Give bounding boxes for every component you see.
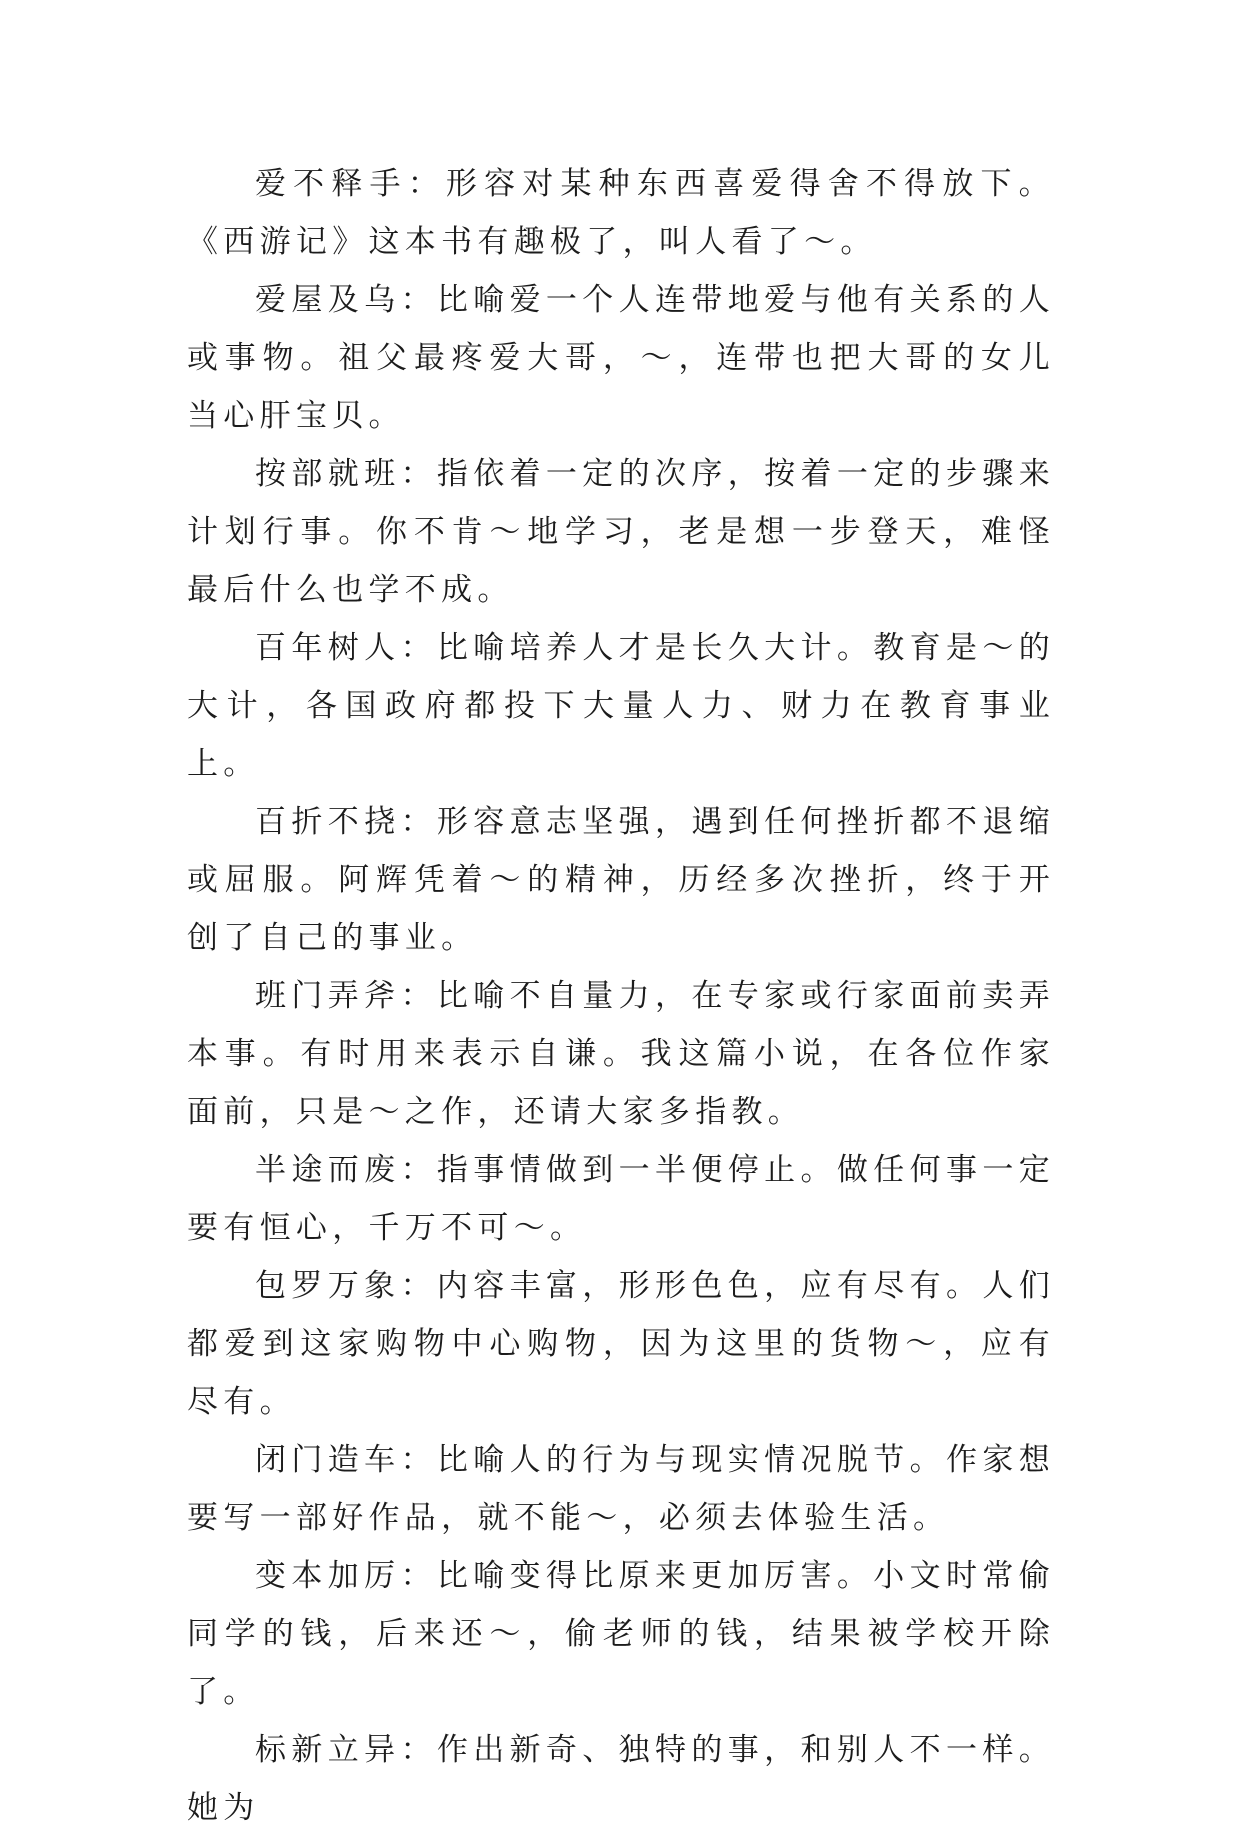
- idiom-entry-bai-zhe-bu-nao: 百折不挠：形容意志坚强，遇到任何挫折都不退缩或屈服。阿辉凭着～的精神，历经多次挫折，终于开创了自己的事业。: [187, 804, 1055, 956]
- idiom-entry-ai-bu-shi-shou: 爱不释手：形容对某种东西喜爱得舍不得放下。《西游记》这本书有趣极了，叫人看了～。: [187, 166, 1055, 260]
- idiom-entry-bian-ben-jia-li: 变本加厉：比喻变得比原来更加厉害。小文时常偷同学的钱，后来还～，偷老师的钱，结果被学校开除了。: [187, 1558, 1055, 1710]
- idiom-entry-ai-wu-ji-wu: 爱屋及乌：比喻爱一个人连带地爱与他有关系的人或事物。祖父最疼爱大哥，～，连带也把大哥的女儿当心肝宝贝。: [187, 282, 1055, 434]
- idiom-entry-biao-xin-li-yi: 标新立异：作出新奇、独特的事，和别人不一样。她为: [187, 1732, 1055, 1826]
- idiom-entry-bai-nian-shu-ren: 百年树人：比喻培养人才是长久大计。教育是～的大计，各国政府都投下大量人力、财力在教育事业上。: [187, 630, 1055, 782]
- idiom-entry-bi-men-zao-che: 闭门造车：比喻人的行为与现实情况脱节。作家想要写一部好作品，就不能～，必须去体验生活。: [187, 1442, 1055, 1536]
- idiom-entry-bao-luo-wan-xiang: 包罗万象：内容丰富，形形色色，应有尽有。人们都爱到这家购物中心购物，因为这里的货物～，应有尽有。: [187, 1268, 1055, 1420]
- idiom-entry-an-bu-jiu-ban: 按部就班：指依着一定的次序，按着一定的步骤来计划行事。你不肯～地学习，老是想一步登天，难怪最后什么也学不成。: [187, 456, 1055, 608]
- document-body: [187, 155, 1055, 1837]
- idiom-entry-ban-tu-er-fei: 半途而废：指事情做到一半便停止。做任何事一定要有恒心，千万不可～。: [187, 1152, 1055, 1246]
- idiom-entry-ban-men-nong-fu: 班门弄斧：比喻不自量力，在专家或行家面前卖弄本事。有时用来表示自谦。我这篇小说，在各位作家面前，只是～之作，还请大家多指教。: [187, 978, 1055, 1130]
